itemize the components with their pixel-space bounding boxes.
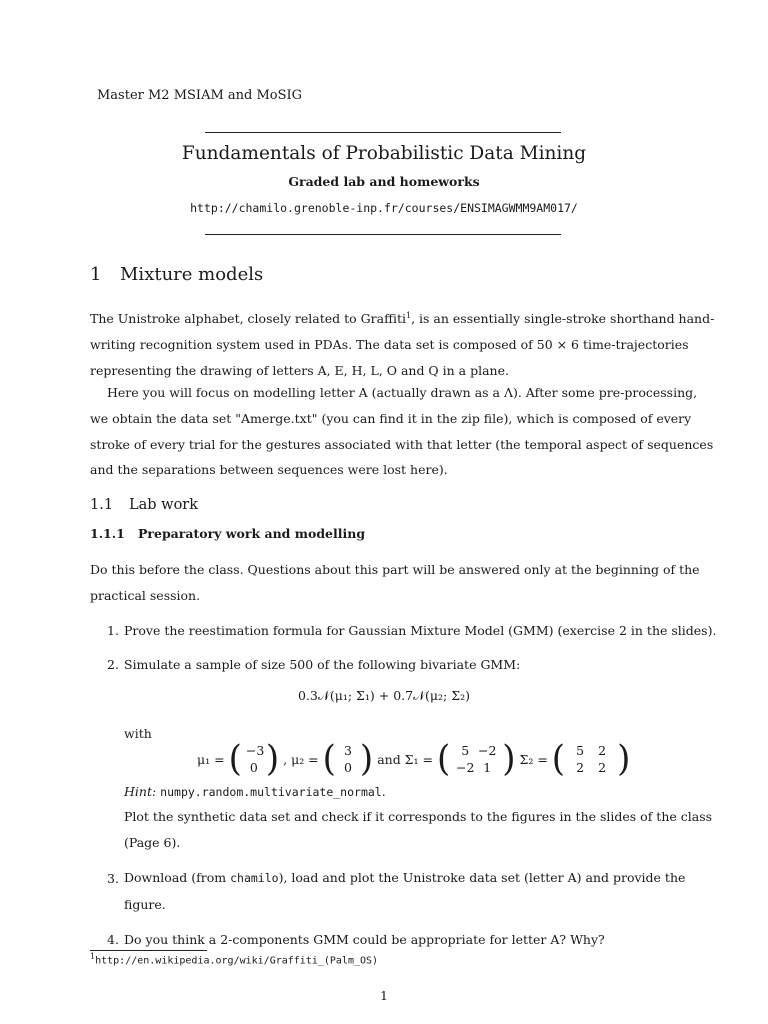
item3-line1: Download (from chamilo), load and plot the Unistroke data set (letter A) and provide the [124,870,686,885]
title-top-rule [205,132,561,133]
sigma2-matrix: ( 5 2 2 2 ) [551,738,631,780]
para1-line2: writing recognition system used in PDAs. The data set is composed of 50 × 6 time-trajectories [90,336,689,352]
footnote-mark: 1 [90,952,96,961]
paragraph-unistroke [90,303,715,384]
para2-line1: Here you will focus on modelling letter A (actually drawn as a Λ). After some pre-processing, [107,385,698,400]
footnote-rule [90,950,207,951]
with-label: with [124,726,152,741]
paragraph-intro [90,557,700,609]
section-title: Mixture models [120,264,264,285]
footnote-ref[interactable]: 1 [405,311,412,320]
footnote-url[interactable]: http://en.wikipedia.org/wiki/Graffiti_(Palm_OS) [95,955,379,967]
sigma1-matrix: ( 5 −2 −2 1 ) [436,738,516,780]
sigma2-label: Σ₂ = [519,751,548,767]
para2-line2: we obtain the data set "Amerge.txt" (you can find it in the zip file), which is composed of every [90,410,692,426]
course-header: Master M2 MSIAM and MoSIG [97,88,303,103]
plot-instruction [124,804,713,856]
sigma1-label: and Σ₁ = [377,751,433,767]
hint-label: Hint: [124,784,157,799]
page-number: 1 [380,988,388,1003]
plot-line1: Plot the synthetic data set and check if it corresponds to the figures in the slides of the class [124,809,713,824]
intro-line2: practical session. [90,587,201,603]
course-url[interactable]: http://chamilo.grenoble-inp.fr/courses/ENSIMAGWMM9AM017/ [190,201,578,215]
parameter-row [197,738,631,780]
title-bottom-rule [205,234,561,235]
mu2-label: , μ₂ = [283,751,319,767]
section-number: 1 [90,264,102,285]
para1-line1: The Unistroke alphabet, closely related to Graffiti$^1$, is an essentially single-stroke shorthand hand- [90,311,715,327]
gmm-equation: 0.3𝒩(μ₁; Σ₁) + 0.7𝒩(μ₂; Σ₂) [298,688,470,703]
subsubsection-heading-preparatory: 1.1.1 Preparatory work and modelling [90,526,366,541]
mu2-vector: ( 3 0 ) [322,738,374,780]
item3-line2: figure. [124,896,166,912]
footnote [90,952,378,967]
subsection-heading-lab-work: 1.1 Lab work [90,497,199,513]
list-item-3: 3. [107,871,119,886]
mu1-label: μ₁ = [197,751,225,767]
list-item-1: 1. Prove the reestimation formula for Gaussian Mixture Model (GMM) (exercise 2 in the slides). [107,623,717,638]
para2-line3: stroke of every trial for the gestures associated with that letter (the temporal aspect of sequences [90,436,714,452]
list-item-4: 4. Do you think a 2-components GMM could be appropriate for letter A? Why? [107,932,605,947]
hint-code: numpy.random.multivariate_normal [160,785,382,799]
section-heading-mixture-models [90,264,263,285]
para1-line3: representing the drawing of letters A, E, H, L, O and Q in a plane. [90,362,509,378]
mu1-vector: ( −3 0 ) [228,738,280,780]
list-item-3-text [124,865,686,918]
list-item-2: 2. Simulate a sample of size 500 of the following bivariate GMM: [107,657,521,672]
para2-line4: and the separations between sequences were lost here). [90,462,448,478]
document-subtitle: Graded lab and homeworks [288,174,480,189]
intro-line1: Do this before the class. Questions about this part will be answered only at the beginning of the [90,562,700,577]
hint-line: Hint: numpy.random.multivariate_normal. [124,784,386,799]
document-title: Fundamentals of Probabilistic Data Mining [181,143,587,164]
plot-line2: (Page 6). [124,834,181,850]
chamilo-code: chamilo [230,871,279,885]
paragraph-letter-a [90,380,714,483]
